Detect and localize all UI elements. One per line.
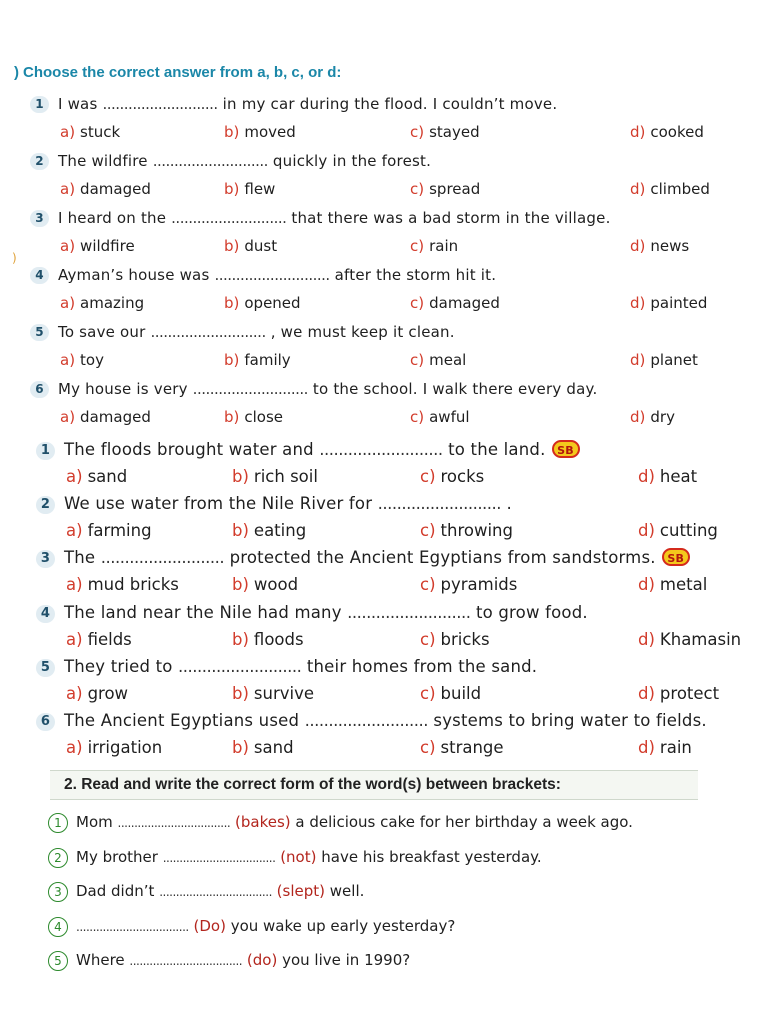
option-letter: b) [224, 180, 240, 198]
answer-option[interactable] [638, 467, 697, 486]
option-text: throwing [440, 521, 513, 541]
option-letter: d) [638, 683, 655, 703]
item-number-circle: 2 [48, 848, 68, 868]
option-letter: a) [66, 738, 83, 757]
item-number-circle: 3 [48, 882, 68, 902]
question-text-start: The wildfire [58, 152, 148, 170]
answer-blank[interactable]: .......................... [319, 440, 443, 459]
option-letter: c) [410, 123, 425, 141]
question-text-start: I was [58, 95, 98, 113]
option-text: moved [244, 123, 296, 141]
question-text-start: We use water from the Nile River for [64, 494, 373, 514]
item-text-start: My brother [76, 847, 158, 866]
item-text-end: you wake up early yesterday? [230, 916, 456, 935]
option-letter: b) [224, 237, 240, 255]
answer-blank[interactable]: .......................... [347, 602, 471, 622]
option-text: protect [659, 683, 720, 703]
item-text-end: have his breakfast yesterday. [321, 847, 542, 866]
option-text: sand [87, 467, 128, 486]
option-text: stayed [429, 123, 480, 141]
fill-in-row [48, 882, 364, 902]
fill-in-row [48, 848, 542, 868]
option-letter: a) [66, 521, 83, 541]
question-text-start: The Ancient Egyptians used [64, 711, 300, 730]
fill-in-row [48, 917, 455, 937]
option-text: opened [244, 294, 301, 312]
question-row [36, 711, 707, 731]
answer-blank[interactable]: ........................... [192, 380, 308, 398]
question-number-badge: 5 [36, 659, 55, 677]
question-number-badge: 2 [36, 496, 55, 514]
option-letter: d) [630, 123, 646, 141]
option-text: irrigation [87, 738, 163, 757]
option-text: amazing [80, 294, 145, 312]
option-letter: b) [224, 408, 240, 426]
answer-option[interactable] [420, 521, 513, 540]
question-text-end: to the land. [448, 440, 546, 459]
option-letter: a) [60, 408, 76, 426]
answer-blank[interactable]: .................................. [117, 816, 231, 830]
question-row [30, 95, 557, 113]
question-number-badge: 4 [36, 605, 55, 623]
answer-blank[interactable]: .......................... [178, 656, 302, 676]
answer-option[interactable] [232, 738, 294, 757]
answer-option[interactable] [224, 237, 277, 255]
question-text-start: Ayman’s house was [58, 266, 210, 284]
option-letter: c) [420, 521, 436, 541]
option-text: planet [650, 351, 698, 369]
answer-option[interactable] [638, 575, 707, 594]
option-text: survive [253, 683, 315, 703]
answer-blank[interactable]: .................................. [76, 919, 189, 934]
option-text: strange [440, 738, 504, 757]
option-letter: c) [410, 294, 425, 312]
answer-blank[interactable]: ........................... [214, 266, 330, 284]
answer-blank[interactable]: ........................... [171, 209, 287, 227]
answer-blank[interactable]: .................................. [162, 850, 276, 865]
question-text-end: . [506, 494, 512, 514]
answer-option[interactable] [60, 351, 104, 369]
option-letter: d) [630, 237, 646, 255]
option-text: floods [253, 629, 304, 649]
option-text: sand [253, 738, 294, 757]
item-number-circle: 5 [48, 951, 68, 971]
question-text-end: their homes from the sand. [306, 656, 538, 676]
question-number-badge: 3 [30, 210, 49, 227]
option-letter: d) [630, 294, 646, 312]
answer-option[interactable] [638, 684, 719, 703]
answer-option[interactable] [66, 467, 127, 486]
option-text: Khamasin [659, 629, 742, 649]
option-text: awful [429, 408, 470, 426]
option-letter: a) [66, 467, 83, 486]
option-text: farming [87, 521, 152, 541]
option-letter: c) [420, 683, 436, 703]
question-number-badge: 2 [30, 153, 49, 170]
answer-option[interactable] [630, 294, 707, 312]
bracket-word: (not) [280, 847, 317, 866]
question-text-end: that there was a bad storm in the village. [291, 209, 611, 227]
option-text: family [244, 351, 291, 369]
answer-option[interactable] [66, 521, 152, 540]
answer-option[interactable] [420, 467, 484, 486]
bracket-word: (do) [246, 951, 278, 969]
option-text: news [650, 237, 690, 255]
student-book-badge: SB [552, 440, 580, 458]
question-text-end: systems to bring water to fields. [433, 711, 707, 730]
bracket-word: (slept) [276, 882, 325, 900]
answer-option[interactable] [630, 408, 675, 426]
option-letter: a) [66, 683, 83, 703]
section2-heading-band [50, 770, 698, 800]
answer-option[interactable] [630, 123, 704, 141]
option-text: cooked [650, 123, 704, 141]
fill-in-row [48, 813, 633, 833]
option-letter: c) [410, 180, 425, 198]
answer-option[interactable] [232, 630, 304, 649]
answer-option[interactable] [638, 630, 741, 649]
option-letter: c) [420, 738, 436, 757]
answer-blank[interactable]: .......................... [377, 494, 502, 514]
bracket-word: (Do) [193, 916, 226, 935]
answer-option[interactable] [66, 738, 162, 757]
answer-option[interactable] [224, 294, 301, 312]
question-text-end: quickly in the forest. [272, 152, 432, 170]
option-text: rain [659, 738, 692, 757]
question-text-end: to the school. I walk there every day. [312, 380, 598, 398]
option-letter: b) [224, 294, 240, 312]
option-text: bricks [440, 629, 490, 649]
option-letter: c) [420, 575, 436, 595]
option-letter: a) [66, 629, 83, 649]
question-row [36, 657, 537, 677]
answer-option[interactable] [638, 521, 718, 540]
question-number-badge: 6 [30, 381, 49, 398]
option-text: fields [87, 629, 132, 649]
option-letter: d) [630, 180, 646, 198]
answer-option[interactable] [232, 521, 306, 540]
answer-blank[interactable]: ........................... [150, 323, 266, 341]
option-letter: b) [232, 467, 249, 486]
option-letter: c) [410, 237, 425, 255]
answer-blank[interactable]: ........................... [152, 152, 268, 170]
question-row [30, 209, 611, 227]
question-row [36, 603, 588, 623]
option-text: rich soil [253, 467, 318, 486]
answer-blank[interactable]: .......................... [304, 711, 428, 730]
section-heading-choose [14, 64, 341, 81]
question-text-start: The [64, 548, 96, 568]
question-text-end: after the storm hit it. [334, 266, 497, 284]
answer-option[interactable] [232, 467, 318, 486]
section-heading-text: Choose the correct answer from a, b, c, or d: [23, 64, 342, 81]
option-text: close [244, 408, 284, 426]
question-number-badge: 1 [36, 442, 55, 460]
question-text-start: I heard on the [58, 209, 167, 227]
question-row [30, 323, 455, 341]
question-text-start: The floods brought water and [64, 440, 314, 459]
option-letter: d) [638, 738, 655, 757]
answer-blank[interactable]: .................................. [159, 885, 272, 899]
answer-option[interactable] [66, 684, 128, 703]
side-mark: ) [12, 251, 17, 265]
option-text: spread [429, 180, 481, 198]
option-letter: d) [638, 629, 655, 649]
answer-option[interactable] [410, 123, 480, 141]
option-letter: a) [60, 351, 76, 369]
option-letter: a) [60, 294, 76, 312]
option-letter: b) [232, 521, 249, 541]
answer-option[interactable] [60, 123, 120, 141]
option-letter: b) [232, 738, 249, 757]
question-row [30, 380, 597, 398]
answer-option[interactable] [420, 738, 504, 757]
option-text: metal [659, 575, 708, 595]
option-letter: b) [224, 123, 240, 141]
item-text-end: well. [329, 882, 365, 900]
option-text: heat [659, 467, 698, 486]
answer-option[interactable] [224, 123, 296, 141]
option-text: painted [650, 294, 708, 312]
option-text: wildfire [80, 237, 135, 255]
option-letter: b) [232, 575, 249, 595]
option-letter: b) [224, 351, 240, 369]
question-text-start: The land near the Nile had many [64, 602, 342, 622]
answer-option[interactable] [410, 351, 466, 369]
option-letter: c) [410, 408, 425, 426]
option-letter: c) [420, 467, 436, 486]
answer-option[interactable] [224, 180, 275, 198]
option-letter: c) [420, 629, 436, 649]
option-letter: d) [630, 408, 646, 426]
option-text: rocks [440, 467, 485, 486]
option-text: mud bricks [87, 575, 179, 595]
option-text: damaged [80, 180, 151, 198]
question-text-end: protected the Ancient Egyptians from sandstorms. [229, 548, 656, 568]
item-number-circle: 1 [48, 813, 68, 833]
answer-option[interactable] [60, 294, 144, 312]
option-letter: a) [60, 237, 76, 255]
option-text: toy [80, 351, 104, 369]
answer-option[interactable] [224, 408, 283, 426]
answer-option[interactable] [66, 575, 179, 594]
option-text: meal [429, 351, 467, 369]
answer-option[interactable] [232, 575, 298, 594]
answer-option[interactable] [420, 684, 481, 703]
answer-option[interactable] [410, 180, 480, 198]
section2-heading: 2. Read and write the correct form of the word(s) between brackets: [64, 776, 561, 793]
option-text: wood [253, 575, 299, 595]
option-letter: d) [630, 351, 646, 369]
question-row [36, 548, 690, 568]
option-text: climbed [650, 180, 710, 198]
question-number-badge: 1 [30, 96, 49, 113]
answer-option[interactable] [60, 180, 151, 198]
option-text: flew [244, 180, 276, 198]
question-number-badge: 5 [30, 324, 49, 341]
option-letter: a) [60, 123, 76, 141]
item-text-end: a delicious cake for her birthday a week ago. [295, 813, 633, 831]
heading-marker-icon: ) [14, 64, 19, 81]
option-letter: d) [638, 467, 655, 486]
question-text-end: , we must keep it clean. [270, 323, 455, 341]
student-book-badge: SB [662, 548, 690, 566]
question-row [36, 440, 580, 460]
option-letter: c) [410, 351, 425, 369]
answer-option[interactable] [630, 351, 698, 369]
option-letter: a) [66, 575, 83, 595]
question-text-start: They tried to [64, 656, 173, 676]
option-text: cutting [659, 521, 718, 541]
question-text-start: To save our [58, 323, 146, 341]
answer-option[interactable] [420, 630, 490, 649]
answer-option[interactable] [630, 237, 689, 255]
question-row [30, 152, 431, 170]
fill-in-row [48, 951, 410, 971]
answer-blank[interactable]: ........................... [102, 95, 218, 113]
option-letter: b) [232, 683, 249, 703]
option-letter: a) [60, 180, 76, 198]
answer-option[interactable] [420, 575, 517, 594]
option-text: eating [253, 521, 307, 541]
question-row [30, 266, 496, 284]
option-text: damaged [80, 408, 151, 426]
option-letter: d) [638, 575, 655, 595]
option-letter: b) [232, 629, 249, 649]
option-text: grow [87, 683, 129, 703]
item-text-start: Mom [76, 813, 113, 831]
answer-option[interactable] [66, 630, 132, 649]
item-number-circle: 4 [48, 917, 68, 937]
item-text-start: Where [76, 951, 125, 969]
answer-option[interactable] [60, 408, 151, 426]
answer-option[interactable] [410, 237, 458, 255]
option-text: dust [244, 237, 278, 255]
question-text-end: to grow food. [475, 602, 588, 622]
answer-option[interactable] [60, 237, 135, 255]
bracket-word: (bakes) [235, 813, 291, 831]
answer-option[interactable] [410, 294, 500, 312]
answer-blank[interactable]: .......................... [100, 548, 225, 568]
option-text: damaged [429, 294, 500, 312]
option-text: dry [650, 408, 675, 426]
option-text: build [440, 683, 482, 703]
question-number-badge: 3 [36, 550, 55, 568]
answer-option[interactable] [638, 738, 692, 757]
answer-option[interactable] [410, 408, 470, 426]
item-text-start: Dad didn’t [76, 882, 155, 900]
answer-blank[interactable]: .................................. [129, 954, 243, 968]
question-number-badge: 6 [36, 713, 55, 731]
option-letter: d) [638, 521, 655, 541]
option-text: rain [429, 237, 459, 255]
question-text-start: My house is very [58, 380, 188, 398]
question-row [36, 494, 512, 514]
option-text: stuck [80, 123, 121, 141]
answer-option[interactable] [224, 351, 291, 369]
answer-option[interactable] [630, 180, 710, 198]
question-number-badge: 4 [30, 267, 49, 284]
question-text-end: in my car during the flood. I couldn’t move. [222, 95, 558, 113]
item-text-end: you live in 1990? [282, 951, 411, 969]
answer-option[interactable] [232, 684, 314, 703]
option-text: pyramids [440, 575, 518, 595]
